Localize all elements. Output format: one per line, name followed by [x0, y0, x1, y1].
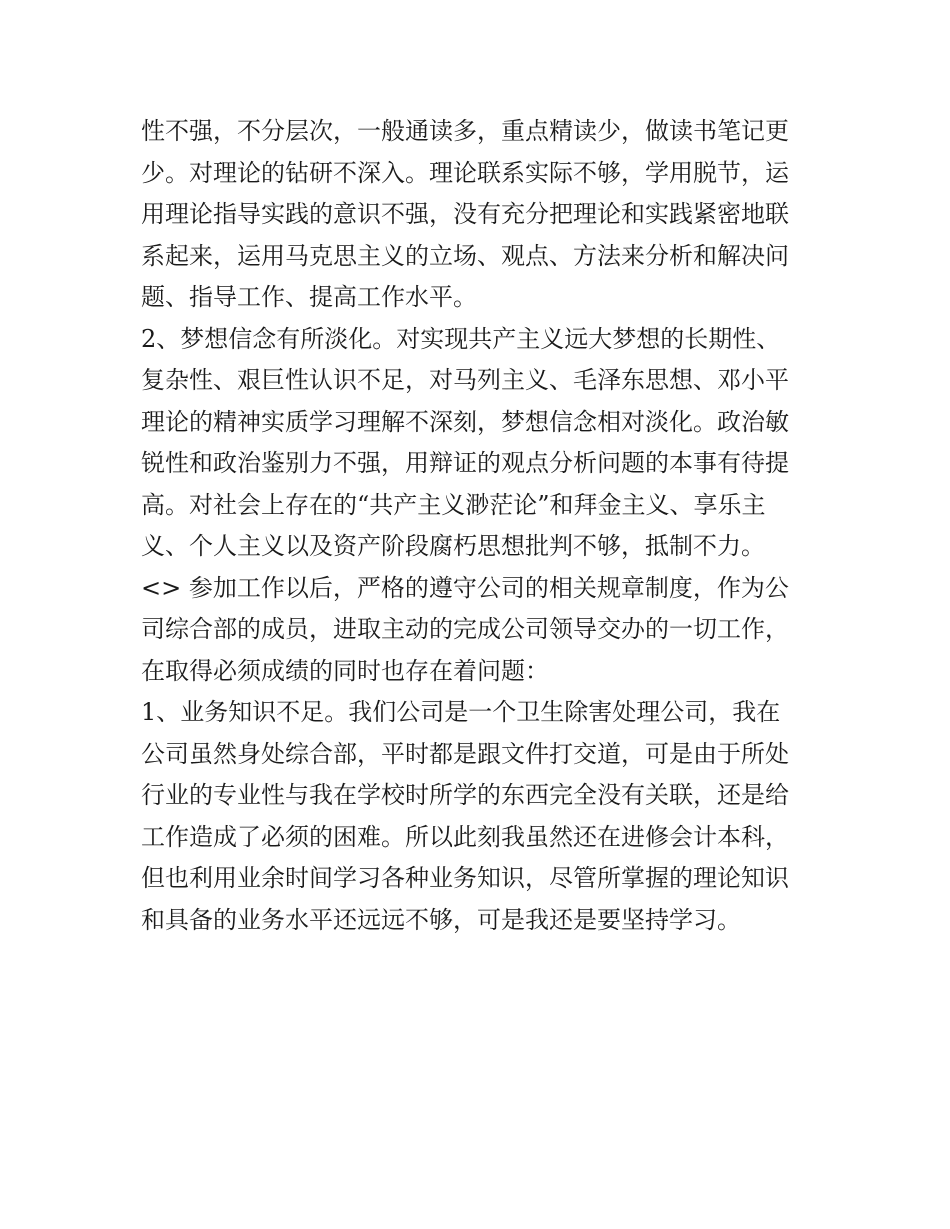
- text-line: 行业的专业性与我在学校时所学的东西完全没有关联，还是给: [141, 781, 789, 809]
- text-line: 系起来，运用马克思主义的立场、观点、方法来分析和解决问: [141, 241, 789, 270]
- text-line: 用理论指导实践的意识不强，没有充分把理论和实践紧密地联: [141, 200, 789, 228]
- text-line: 公司虽然身处综合部，平时都是跟文件打交道，可是由于所处: [141, 739, 789, 768]
- text-line: 少。对理论的钻研不深入。理论联系实际不够，学用脱节，运: [141, 158, 789, 187]
- text-line: 题、指导工作、提高工作水平。: [141, 283, 477, 311]
- text-line: 复杂性、艰巨性认识不足，对马列主义、毛泽东思想、邓小平: [141, 366, 789, 394]
- text-line: <> 参加工作以后，严格的遵守公司的相关规章制度，作为公: [141, 573, 789, 602]
- text-line: 司综合部的成员，进取主动的完成公司领导交办的一切工作，: [141, 615, 789, 643]
- text-line: 工作造成了必须的困难。所以此刻我虽然还在进修会计本科，: [141, 822, 789, 851]
- text-line: 性不强，不分层次，一般通读多，重点精读少，做读书笔记更: [141, 117, 789, 145]
- document-body: [141, 111, 821, 941]
- text-line: 和具备的业务水平还远远不够，可是我还是要坚持学习。: [141, 905, 741, 934]
- text-line: 在取得必须成绩的同时也存在着问题：: [141, 656, 549, 685]
- text-line: 2、梦想信念有所淡化。对实现共产主义远大梦想的长期性、: [141, 324, 781, 353]
- text-line: 但也利用业余时间学习各种业务知识，尽管所掌握的理论知识: [141, 864, 789, 892]
- text-line: 理论的精神实质学习理解不深刻，梦想信念相对淡化。政治敏: [141, 407, 789, 436]
- text-line: 锐性和政治鉴别力不强，用辩证的观点分析问题的本事有待提: [141, 449, 789, 477]
- text-line: 高。对社会上存在的“共产主义渺茫论”和拜金主义、享乐主: [141, 490, 766, 519]
- text-line: 1、业务知识不足。我们公司是一个卫生除害处理公司，我在: [141, 698, 781, 726]
- text-line: 义、个人主义以及资产阶段腐朽思想批判不够，抵制不力。: [141, 532, 765, 560]
